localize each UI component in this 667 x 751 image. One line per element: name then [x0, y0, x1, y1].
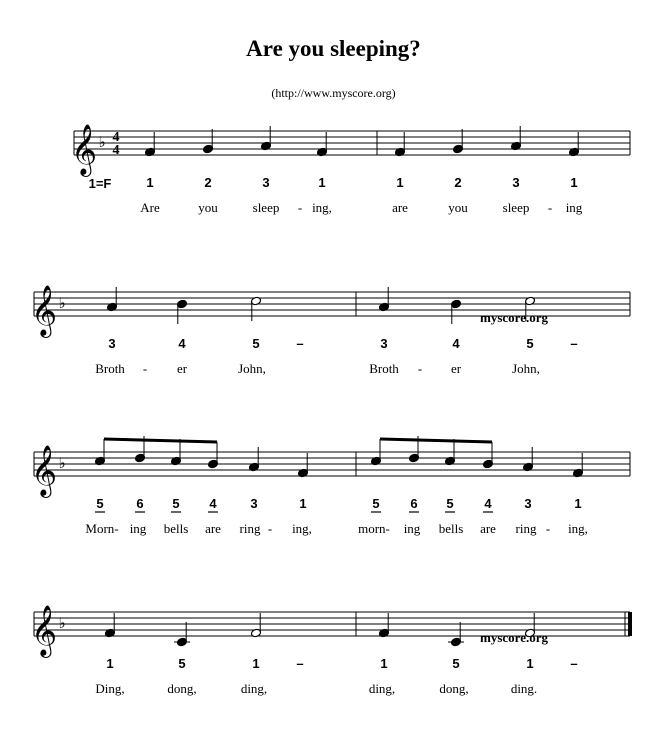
jianpu-number: 1	[380, 656, 388, 671]
flat-key-signature-icon: ♭	[98, 133, 106, 151]
lyric-syllable: sleep	[252, 200, 280, 215]
jianpu-number: –	[570, 656, 578, 671]
jianpu-number: 3	[512, 175, 520, 190]
lyric-syllable: are	[205, 521, 221, 536]
jianpu-number: 3	[380, 336, 388, 351]
treble-clef-icon: 𝄞	[30, 445, 58, 496]
key-label: 1=F	[88, 176, 112, 191]
jianpu-number: 1	[526, 656, 534, 671]
jianpu-number: 5	[96, 496, 104, 511]
lyric-syllable: Broth	[95, 361, 125, 376]
eighth-beam	[380, 439, 492, 442]
lyric-syllable: John,	[238, 361, 266, 376]
jianpu-number: 1	[146, 175, 154, 190]
lyric-syllable: ing	[565, 200, 583, 215]
jianpu-number: –	[296, 336, 304, 351]
lyric-syllable: morn-	[358, 521, 390, 536]
lyric-syllable: bells	[163, 521, 189, 536]
source-url: (http://www.myscore.org)	[271, 86, 396, 100]
lyric-syllable: ring	[515, 521, 537, 536]
flat-key-signature-icon: ♭	[58, 614, 66, 632]
lyric-syllable: Ding,	[95, 681, 125, 696]
lyric-syllable: er	[450, 361, 462, 376]
lyric-syllable: Broth	[369, 361, 399, 376]
lyric-syllable: ing,	[568, 521, 588, 536]
watermark-text: myscore.org	[480, 310, 548, 325]
treble-clef-icon: 𝄞	[70, 124, 98, 175]
jianpu-number: 1	[574, 496, 582, 511]
lyric-syllable: Morn-	[85, 521, 119, 536]
time-signature-bottom: 4	[112, 143, 120, 158]
lyric-syllable: you	[448, 200, 468, 215]
lyric-syllable: bells	[438, 521, 464, 536]
treble-clef-icon: 𝄞	[30, 285, 58, 336]
watermark-text: myscore.org	[480, 630, 548, 645]
lyric-syllable: -	[417, 361, 423, 376]
flat-key-signature-icon: ♭	[58, 294, 66, 312]
lyric-syllable: dong,	[167, 681, 197, 696]
lyric-syllable: ing	[129, 521, 147, 536]
lyric-syllable: Are	[140, 200, 160, 215]
jianpu-number: 4	[452, 336, 460, 351]
lyric-syllable: ing	[403, 521, 421, 536]
jianpu-number: 6	[410, 496, 418, 511]
jianpu-number: 4	[209, 496, 217, 511]
jianpu-number: 3	[250, 496, 258, 511]
lyric-syllable: you	[198, 200, 218, 215]
jianpu-number: 1	[570, 175, 578, 190]
lyric-syllable: are	[480, 521, 496, 536]
jianpu-number: 5	[372, 496, 380, 511]
lyric-syllable: John,	[512, 361, 540, 376]
lyric-syllable: are	[392, 200, 408, 215]
jianpu-number: 2	[204, 175, 212, 190]
lyric-syllable: ing,	[292, 521, 312, 536]
jianpu-number: 1	[106, 656, 114, 671]
jianpu-number: 3	[262, 175, 270, 190]
jianpu-number: 3	[108, 336, 116, 351]
jianpu-number: 3	[524, 496, 532, 511]
lyric-syllable: -	[297, 200, 303, 215]
lyric-syllable: -	[547, 200, 553, 215]
jianpu-number: –	[296, 656, 304, 671]
lyric-syllable: -	[267, 521, 273, 536]
lyric-syllable: dong,	[439, 681, 469, 696]
lyric-syllable: er	[176, 361, 188, 376]
jianpu-number: 5	[172, 496, 180, 511]
lyric-syllable: -	[142, 361, 148, 376]
lyric-syllable: ring	[239, 521, 261, 536]
lyric-syllable: ding.	[510, 681, 538, 696]
lyric-syllable: ding,	[368, 681, 396, 696]
jianpu-number: 5	[446, 496, 454, 511]
song-title: Are you sleeping?	[246, 36, 421, 61]
jianpu-number: 1	[299, 496, 307, 511]
treble-clef-icon: 𝄞	[30, 605, 58, 656]
jianpu-number: 5	[526, 336, 534, 351]
jianpu-number: 1	[252, 656, 260, 671]
jianpu-number: 5	[252, 336, 260, 351]
lyric-syllable: sleep	[502, 200, 530, 215]
lyric-syllable: ding,	[240, 681, 268, 696]
jianpu-number: 6	[136, 496, 144, 511]
lyric-syllable: -	[545, 521, 551, 536]
eighth-beam	[104, 439, 217, 442]
jianpu-number: –	[570, 336, 578, 351]
jianpu-number: 4	[178, 336, 186, 351]
time-signature-top: 4	[112, 130, 120, 145]
jianpu-number: 5	[178, 656, 186, 671]
lyric-syllable: ing,	[312, 200, 332, 215]
jianpu-number: 2	[454, 175, 462, 190]
final-barline-thick	[628, 612, 632, 636]
jianpu-number: 5	[452, 656, 460, 671]
jianpu-number: 4	[484, 496, 492, 511]
jianpu-number: 1	[318, 175, 326, 190]
jianpu-number: 1	[396, 175, 404, 190]
flat-key-signature-icon: ♭	[58, 454, 66, 472]
